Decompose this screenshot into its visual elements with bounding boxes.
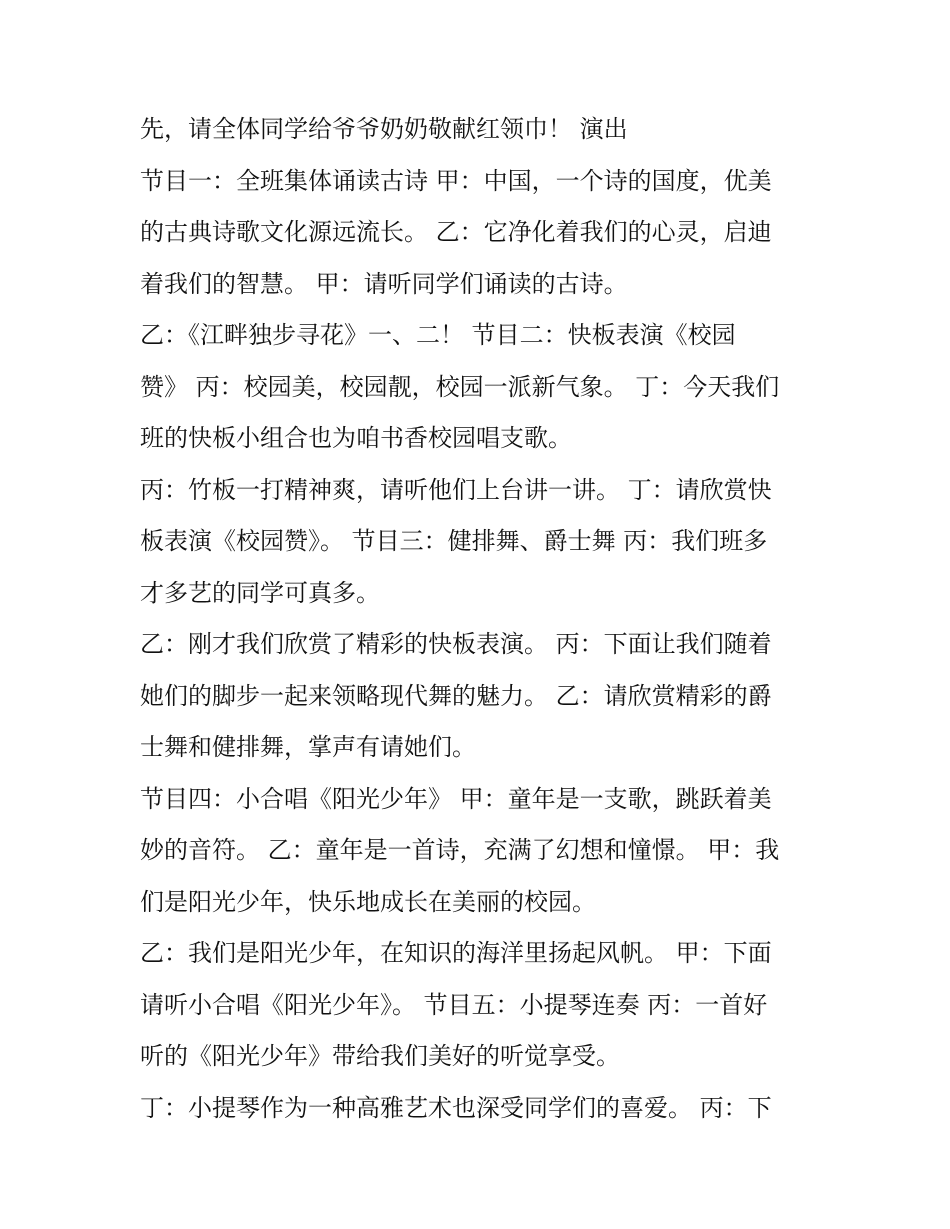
text-line: 节目一：全班集体诵读古诗 甲：中国，一个诗的国度，优美: [140, 166, 772, 195]
text-line: 乙：刚才我们欣赏了精彩的快板表演。 丙：下面让我们随着: [140, 630, 772, 658]
text-line: 乙：《江畔独步寻花》一、二！ 节目二：快板表演《校园: [140, 321, 736, 349]
text-line: 她们的脚步一起来领略现代舞的魅力。 乙：请欣赏精彩的爵: [140, 681, 772, 710]
text-line: 听的《阳光少年》带给我们美好的听觉享受。: [140, 1042, 620, 1070]
text-line: 的古典诗歌文化源远流长。 乙：它净化着我们的心灵，启迪: [140, 218, 772, 246]
text-line: 着我们的智慧。 甲：请听同学们诵读的古诗。: [140, 269, 628, 298]
text-line: 丙：竹板一打精神爽，请听他们上台讲一讲。 丁：请欣赏快: [140, 475, 772, 504]
text-line: 赞》 丙：校园美，校园靓，校园一派新气象。 丁：今天我们: [140, 372, 780, 401]
text-line: 请听小合唱《阳光少年》。 节目五：小提琴连奏 丙：一首好: [140, 990, 768, 1019]
text-line: 们是阳光少年，快乐地成长在美丽的校园。: [140, 887, 596, 916]
text-line: 才多艺的同学可真多。: [140, 578, 380, 607]
text-line: 士舞和健排舞，掌声有请她们。: [140, 733, 476, 761]
document-body: [140, 104, 810, 1134]
text-line: 板表演《校园赞》。 节目三：健排舞、爵士舞 丙：我们班多: [140, 527, 768, 555]
text-line: 乙：我们是阳光少年，在知识的海洋里扬起风帆。 甲：下面: [140, 939, 772, 967]
text-line: 节目四：小合唱《阳光少年》 甲：童年是一支歌，跳跃着美: [140, 784, 772, 813]
text-line: 妙的音符。 乙：童年是一首诗，充满了幻想和憧憬。 甲：我: [140, 836, 780, 864]
text-line: 班的快板小组合也为咱书香校园唱支歌。: [140, 424, 572, 452]
text-line: 先，请全体同学给爷爷奶奶敬献红领巾！ 演出: [140, 115, 628, 143]
text-line: 丁：小提琴作为一种高雅艺术也深受同学们的喜爱。 丙：下: [140, 1093, 772, 1122]
